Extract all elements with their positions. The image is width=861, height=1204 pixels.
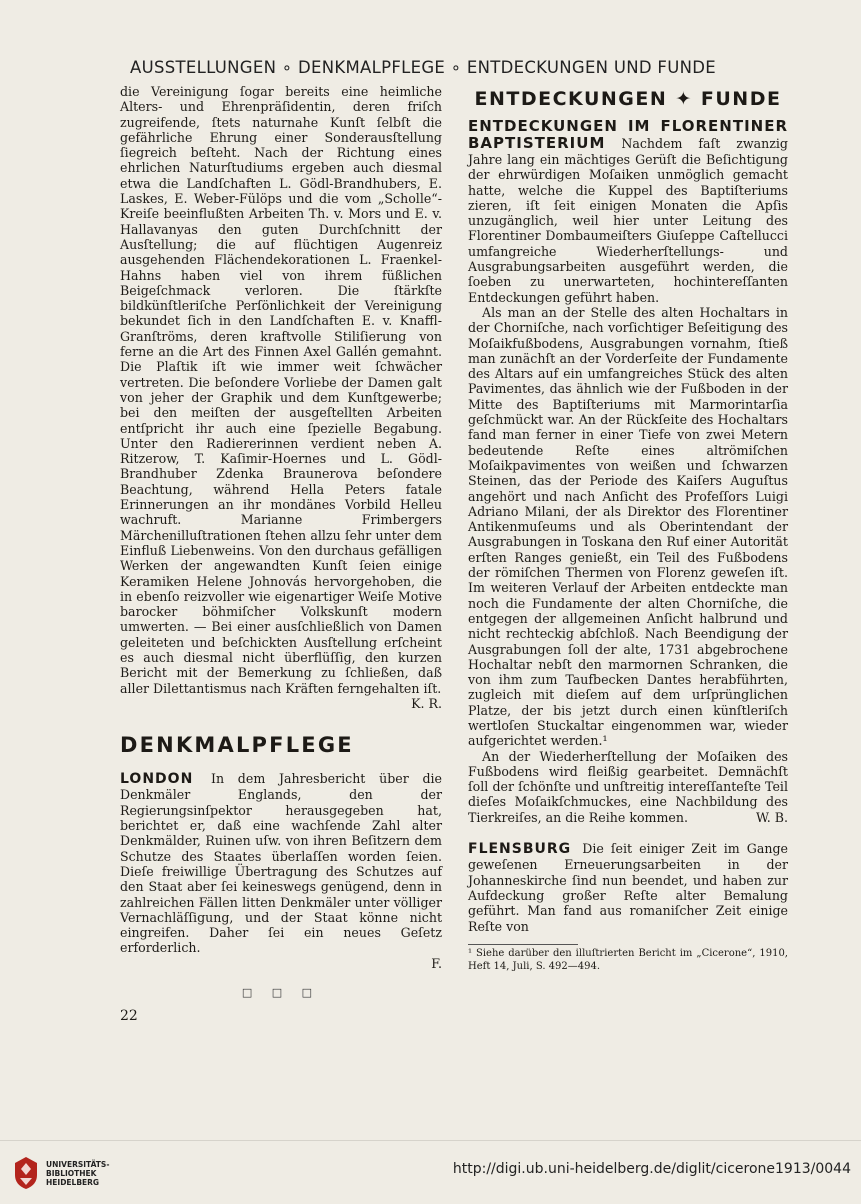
library-name [46, 1160, 109, 1187]
london-text: In dem Jahresbericht über die Denkmäler Englands, den der Regierungsinſpektor herausgegeben hat, berichtet er, daß eine wachſende Zahl alter Denkmälder, Ruinen uſw. von ihren Beſitzern dem Schutze des Staates überlaſſen worden ſeien. Dieſe freiwillige Übertragung des Schutzes auf den Staat aber ſei keineswegs genügend, denn in zahlreichen Fällen litten Denkmäler unter völliger Vernachläſſigung, und der Staat könne nicht eingreifen. Daher ſei ein neues Geſetz erforderlich. [120, 771, 442, 956]
library-footer [0, 1140, 861, 1204]
source-url[interactable]: http://digi.ub.uni-heidelberg.de/diglit/cicerone1913/0044 [452, 1161, 851, 1177]
section-ornament: □ □ □ [241, 986, 321, 1000]
author-signature: W. B. [755, 809, 788, 825]
florence-paragraph-1: Nachdem faſt zwanzig Jahre lang ein mächtiges Gerüſt die Beſichtigung der ehrwürdigen Moſaiken unmöglich gemacht hatte, welche die Kuppel des Baptiſteriums zieren, iſt ſeit einigen Monaten die Apſis unzugänglich, weil hier unter Leitung des Florentiner Dombaumeiſters Giuſeppe Caſtellucci umfangreiche Wiederherſtellungs- und Ausgrabungsarbeiten ausgeführt werden, die ſoeben zu unerwarteten, hochintereſſanten Entdeckungen geführt haben. [468, 136, 788, 305]
london-article [120, 771, 442, 956]
left-column [120, 84, 442, 1000]
author-signature: F. [431, 955, 442, 971]
library-name-line3: HEIDELBERG [46, 1177, 100, 1187]
footnote: ¹ Siehe darüber den illuſtrierten Bericht im „Cicerone“, 1910, Heft 14, Juli, S. 492—494. [468, 947, 788, 972]
flensburg-article [468, 841, 788, 934]
running-head: AUSSTELLUNGEN ∘ DENKMALPFLEGE ∘ ENTDECKUNGEN UND FUNDE [130, 58, 716, 77]
signature-line [120, 956, 442, 971]
flensburg-text: Die ſeit einiger Zeit im Gange geweſenen Erneuerungsarbeiten in der Johanneskirche ſind nun beendet, und haben zur Aufdeckung großer Reſte alter Bemalung geführt. Man fand aus romaniſcher Zeit einige Reſte von [468, 841, 788, 934]
page-number: 22 [120, 1008, 138, 1024]
library-seal-icon [12, 1155, 40, 1191]
flensburg-label: FLENSBURG [468, 841, 572, 858]
london-label: LONDON [120, 771, 194, 788]
library-name-line1: UNIVERSITÄTS- [46, 1159, 110, 1169]
florence-paragraph-2: Als man an der Stelle des alten Hochaltars in der Chorniſche, nach vorſichtiger Beſeitigung des Moſaikfußbodens, Ausgrabungen vornahm, ſtieß man zunächſt an der Vorderſeite der Fundamente des Altars auf ein umfangreiches Stück des alten Pavimentes, das ähnlich wie der Fußboden in der Mitte des Baptiſteriums mit Marmorintarſia geſchmückt war. An der Rückſeite des Hochaltars fand man ferner in einer Tiefe von zwei Metern bedeutende Reſte eines altrömiſchen Moſaikpavimentes von weißen und ſchwarzen Steinen, das der Periode des Kaiſers Auguſtus angehört und nach Anſicht des Profeſſors Luigi Adriano Milani, der als Direktor des Florentiner Antikenmuſeums und als Oberintendant der Ausgrabungen in Toskana den Ruf einer Autorität erſten Ranges genießt, ein Teil des Fußbodens der römiſchen Thermen von Florenz geweſen iſt. Im weiteren Verlauf der Arbeiten entdeckte man noch die Fundamente der alten Chorniſche, die entgegen der allgemeinen Anſicht halbrund und nicht rechteckig abſchloß. Nach Beendigung der Ausgrabungen ſoll der alte, 1731 abgebrochene Hochaltar nebſt den marmornen Schranken, die von ihm zum Taufbecken Dantes herabführten, zugleich mit dieſem auf dem urſprünglichen Platze, der bis jetzt durch einen künſtleriſch wertloſen Stuckaltar eingenommen war, wieder aufgerichtet werden.¹ [468, 304, 788, 749]
signature-line [120, 696, 442, 711]
section-title-denkmalpflege: DENKMALPFLEGE [120, 733, 354, 758]
library-logo[interactable] [12, 1155, 109, 1191]
exhibition-review-paragraph: die Vereinigung ſogar bereits eine heimliche Alters- und Ehrenpräſidentin, deren friſch zugreifende, ſtets naturnahe Kunſt ſelbſt die gefährliche Ehrung einer Sonderausſtellung ſiegreich beſteht. Nach der Richtung eines ehrlichen Naturſtudiums ergeben auch diesmal etwa die Landſchaften L. Gödl-Brandhubers, E. Laskes, E. Weber-Fülöps und die vom „Scholle“-Kreiſe beeinflußten Arbeiten Th. v. Mors und E. v. Hallavanyas den guten Durchſchnitt der Ausſtellung; die auf flüchtigen Augenreiz ausgehenden Flächendekorationen L. Fraenkel-Hahns haben viel von ihrem füßlichen Beigeſchmack verloren. Die ſtärkſte bildkünſtleriſche Perſönlichkeit der Vereinigung bekundet ſich in den Landſchaften E. v. Knaffl-Granſtröms, deren kraftvolle Stiliſierung von ferne an die Art des Finnen Axel Gallén gemahnt. Die Plaſtik iſt wie immer weit ſchwächer vertreten. Die beſondere Vorliebe der Damen galt von jeher der Graphik und dem Kunſtgewerbe; bei den meiſten der ausgeſtellten Arbeiten entſpricht ihr auch eine ſpezielle Begabung. Unter den Radiererinnen verdient neben A. Ritzerow, T. Kaſimir-Hoernes und L. Gödl-Brandhuber Zdenka Braunerova beſondere Beachtung, während Hella Peters fatale Erinnerungen an ihr mondänes Vorbild Helleu wachruft. Marianne Frimbergers Märchenilluſtrationen ſtehen allzu ſehr unter dem Einfluß Liebenweins. Von den durchaus gefälligen Werken der angewandten Kunſt ſeien einige Keramiken Helene Johnovás hervorgehoben, die in ebenſo reizvoller wie eigenartiger Weiſe Motive barocker böhmiſcher Volkskunſt modern umwerten. — Bei einer ausſchließlich von Damen geleiteten und beſchickten Ausſtellung erſcheint es auch diesmal nicht überflüſſig, den kurzen Bericht mit der Bemerkung zu ſchließen, daß aller Dilettantismus nach Kräften ferngehalten iſt. [120, 84, 442, 696]
florence-article [468, 118, 788, 305]
florence-paragraph-3-text: An der Wiederherſtellung der Moſaiken des Fußbodens wird fleißig gearbeitet. Demnächſt ſoll der ſchönſte und unſtreitig intereſſanteſte Teil dieſes Moſaikſchmuckes, eine Nachbildung des Tierkreiſes, an die Reihe kommen. [468, 748, 788, 825]
florence-title: ENTDECKUNGEN IM FLORENTINER BAPTISTERIUM [468, 117, 788, 152]
author-signature: K. R. [411, 695, 442, 711]
section-title-entdeckungen: ENTDECKUNGEN ✦ FUNDE [474, 88, 782, 110]
florence-paragraph-3 [468, 749, 788, 825]
right-column [468, 84, 788, 973]
library-name-line2: BIBLIOTHEK [46, 1168, 97, 1178]
